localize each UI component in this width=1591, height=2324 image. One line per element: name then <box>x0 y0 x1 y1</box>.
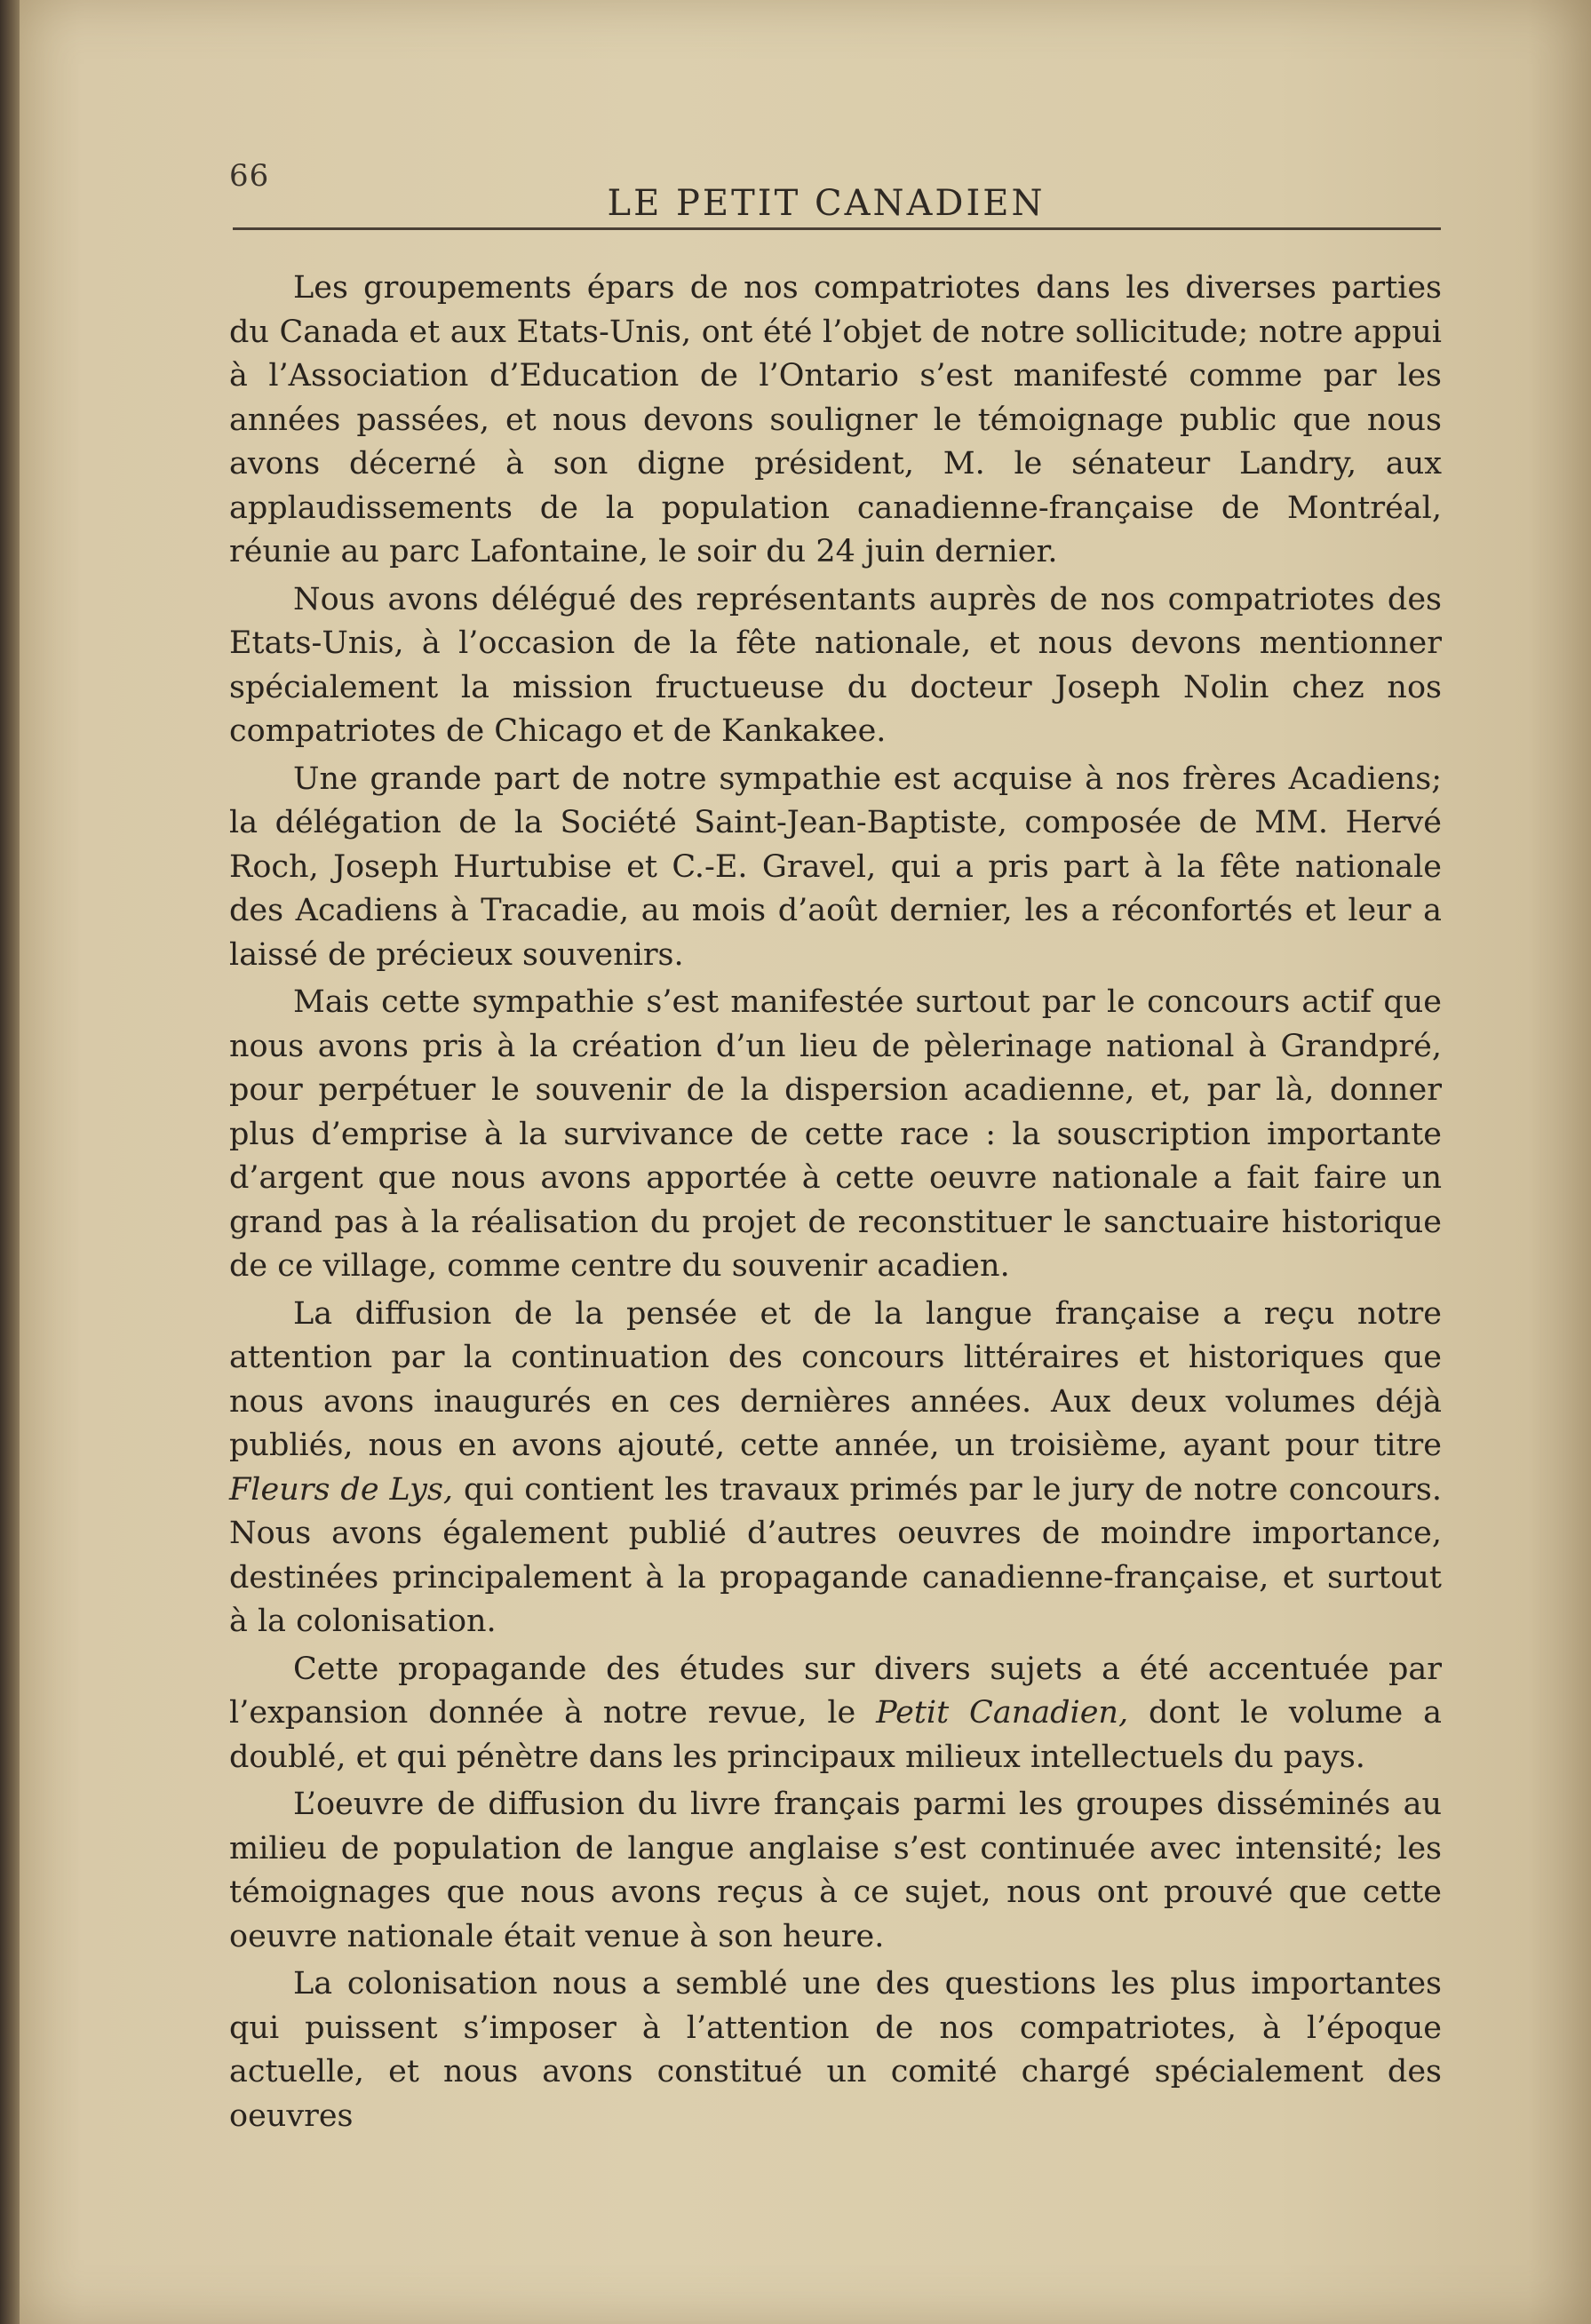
paragraph-6 <box>229 1648 1442 1780</box>
text-run: Mais cette sympathie s’est manifestée surtout par le concours actif que nous avons pris à la création d’un lieu de pèlerinage national à Grandpré, pour perpétuer le souvenir de la dispersion acadienne, et, par là, donner plus d’emprise à la survivance de cette race : la souscription importante d’argent que nous avons apportée à cette oeuvre nationale a fait faire un grand pas à la réalisation du projet de reconstituer le sanctuaire historique de ce village, comme centre du souvenir acadien. <box>229 984 1442 1284</box>
book-binding-edge <box>0 0 20 2324</box>
text-run: La colonisation nous a semblé une des questions les plus importantes qui puissent s’imposer à l’attention de nos compatriotes, à l’époque actuelle, et nous avons constitué un comité chargé spécialement des oeuvres <box>229 1966 1442 2134</box>
paragraph-7 <box>229 1783 1442 1959</box>
body-text <box>229 267 1442 2142</box>
journal-title-petit-canadien: Petit Canadien, <box>876 1695 1129 1731</box>
paragraph-2 <box>229 578 1442 754</box>
paragraph-3 <box>229 758 1442 978</box>
paragraph-4 <box>229 981 1442 1289</box>
paragraph-5 <box>229 1293 1442 1644</box>
text-run: Les groupements épars de nos compatriotes dans les diverses parties du Canada et aux Etats-Unis, ont été l’objet de notre sollicitude; notre appui à l’Association d’Education de l’Ontario s’est manifesté comme par les années passées, et nous devons souligner le témoignage public que nous avons décerné à son digne président, M. le sénateur Landry, aux applaudissements de la population canadienne-française de Montréal, réunie au parc Lafontaine, le soir du 24 juin dernier. <box>229 270 1442 569</box>
header-rule <box>233 227 1441 230</box>
page-number: 66 <box>229 158 270 194</box>
text-run: Nous avons délégué des représentants auprès de nos compatriotes des Etats-Unis, à l’occasion de la fête nationale, et nous devons mentionner spécialement la mission fructueuse du docteur Joseph Nolin chez nos compatriotes de Chicago et de Kankakee. <box>229 581 1442 749</box>
book-title-fleurs-de-lys: Fleurs de Lys, <box>229 1471 454 1508</box>
paragraph-1 <box>229 267 1442 575</box>
paragraph-8 <box>229 1962 1442 2138</box>
text-run: qui contient les travaux primés par le jury de notre concours. Nous avons également publié d’autres oeuvres de moindre importance, destinées principalement à la propagande canadienne-française, et surtout à la colonisation. <box>229 1471 1442 1639</box>
text-run: Cette propagande des études sur divers sujets a été accentuée par l’expansion donnée à notre revue, le <box>229 1651 1442 1731</box>
running-head: LE PETIT CANADIEN <box>607 183 1046 224</box>
text-run: Une grande part de notre sympathie est acquise à nos frères Acadiens; la délégation de la Société Saint-Jean-Baptiste, composée de MM. Hervé Roch, Joseph Hurtubise et C.-E. Gravel, qui a pris part à la fête nationale des Acadiens à Tracadie, au mois d’août dernier, les a réconfortés et leur a laissé de précieux souvenirs. <box>229 760 1442 973</box>
text-run: dont le volume a doublé, et qui pénètre dans les principaux milieux intellectuels du pays. <box>229 1695 1442 1775</box>
text-run: L’oeuvre de diffusion du livre français parmi les groupes disséminés au milieu de population de langue anglaise s’est continuée avec intensité; les témoignages que nous avons reçus à ce sujet, nous ont prouvé que cette oeuvre nationale était venue à son heure. <box>229 1787 1442 1954</box>
text-run: La diffusion de la pensée et de la langue française a reçu notre attention par la continuation des concours littéraires et historiques que nous avons inaugurés en ces dernières années. Aux deux volumes déjà publiés, nous en avons ajouté, cette année, un troisième, ayant pour titre <box>229 1295 1442 1463</box>
